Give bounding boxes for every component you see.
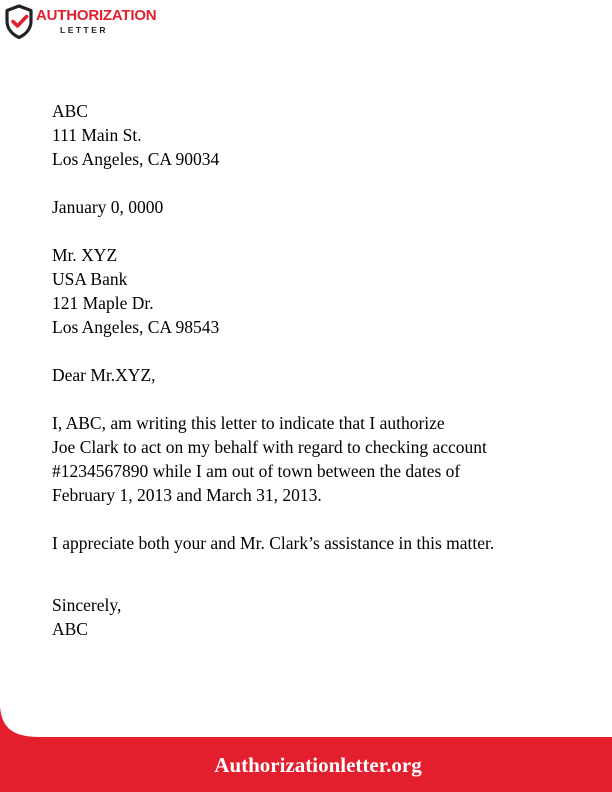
recipient-company: USA Bank [52, 269, 128, 289]
recipient-city: Los Angeles, CA 98543 [52, 317, 220, 337]
body-line: #1234567890 while I am out of town between the dates of [52, 461, 461, 481]
letter-body [52, 99, 592, 641]
closing: Sincerely, [52, 595, 122, 615]
sender-street: 111 Main St. [52, 125, 142, 145]
body-line: Joe Clark to act on my behalf with regard to checking account [52, 437, 487, 457]
recipient-street: 121 Maple Dr. [52, 293, 154, 313]
logo-subtitle: LETTER [60, 25, 109, 35]
salutation: Dear Mr.XYZ, [52, 365, 156, 385]
sender-address [52, 99, 592, 171]
closing-paragraph: I appreciate both your and Mr. Clark’s assistance in this matter. [52, 533, 495, 553]
body-paragraph [52, 411, 592, 507]
letter-date: January 0, 0000 [52, 197, 164, 217]
sender-city: Los Angeles, CA 90034 [52, 149, 220, 169]
footer-website-link[interactable]: Authorizationletter.org [214, 753, 422, 777]
sender-name: ABC [52, 101, 88, 121]
logo-title: AUTHORIZATION [36, 7, 157, 24]
brand-logo [4, 4, 157, 44]
recipient-address [52, 243, 592, 339]
shield-check-icon [4, 4, 34, 40]
footer-wave-shape [0, 707, 612, 792]
footer-banner [0, 707, 612, 792]
recipient-name: Mr. XYZ [52, 245, 118, 265]
body-line: I, ABC, am writing this letter to indicate that I authorize [52, 413, 445, 433]
body-line: February 1, 2013 and March 31, 2013. [52, 485, 322, 505]
signature: ABC [52, 619, 88, 639]
